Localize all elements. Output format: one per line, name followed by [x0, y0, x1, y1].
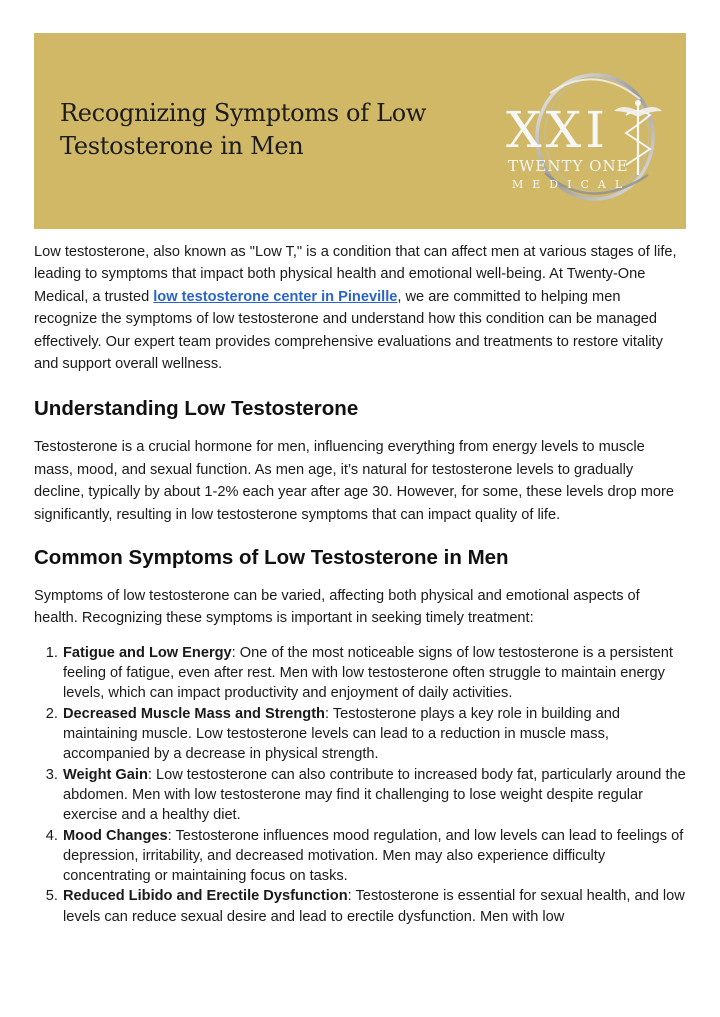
intro-paragraph	[34, 241, 686, 375]
article-body	[34, 241, 686, 927]
symptom-text: : Testosterone influences mood regulation, and low levels can lead to feelings of depression, irritability, and decreased motivation. Men may also experience difficulty concentrating or maintaining focus on tasks.	[63, 827, 684, 885]
list-item	[62, 704, 686, 765]
list-item	[62, 765, 686, 826]
list-item	[62, 886, 686, 927]
twenty-one-medical-logo	[490, 63, 670, 213]
symptom-title: Reduced Libido and Erectile Dysfunction	[63, 888, 348, 905]
symptoms-heading: Common Symptoms of Low Testosterone in Men	[34, 546, 509, 570]
symptom-title: Mood Changes	[63, 827, 168, 844]
symptom-title: Fatigue and Low Energy	[63, 644, 232, 661]
intro-text-start: Low testosterone, also known as "Low T," is a condition that can affect men at various stages of life, leading to symptoms that impact both physical health and emotional well-being. At Twenty-One Medical, a trusted	[34, 244, 677, 305]
list-item	[62, 643, 686, 704]
header-banner	[34, 33, 686, 229]
symptom-text: : Low testosterone can also contribute to increased body fat, particularly around the abdomen. Men with low testosterone may find it challenging to lose weight despite regular exercise and a healthy diet.	[63, 766, 686, 824]
svg-text:XXI: XXI	[506, 101, 609, 159]
symptoms-list	[34, 643, 686, 927]
symptom-text: : Testosterone plays a key role in building and maintaining muscle. Low testosterone levels can lead to a reduction in muscle mass, accompanied by a decrease in physical strength.	[63, 705, 620, 763]
svg-text:MEDICAL: MEDICAL	[512, 178, 632, 191]
svg-text:TWENTY ONE: TWENTY ONE	[508, 157, 629, 175]
pineville-center-link[interactable]: low testosterone center in Pineville	[153, 288, 398, 305]
symptom-text: : One of the most noticeable signs of low testosterone is a persistent feeling of fatigue, even after rest. Men with low testosterone often struggle to maintain energy levels, which can impact productivity and enjoyment of daily activities.	[63, 644, 673, 702]
list-item	[62, 826, 686, 887]
symptom-title: Weight Gain	[63, 766, 148, 783]
symptoms-intro-paragraph: Symptoms of low testosterone can be varied, affecting both physical and emotional aspects of health. Recognizing these symptoms is important in seeking timely treatment:	[34, 588, 640, 627]
intro-text-end: , we are committed to helping men recognize the symptoms of low testosterone and understand how this condition can be managed effectively. Our expert team provides comprehensive evaluations and treatments to restore vitality and support overall wellness.	[34, 288, 663, 373]
understanding-heading: Understanding Low Testosterone	[34, 397, 359, 421]
symptom-title: Decreased Muscle Mass and Strength	[63, 705, 325, 722]
page-title: Recognizing Symptoms of Low Testosterone in Men	[60, 99, 427, 160]
understanding-paragraph: Testosterone is a crucial hormone for men, influencing everything from energy levels to muscle mass, mood, and sexual function. As men age, it’s natural for testosterone levels to gradually decline, typically by about 1-2% each year after age 30. However, for some, these levels drop more significantly, resulting in low testosterone symptoms that can impact quality of life.	[34, 439, 675, 523]
symptom-text: : Testosterone is essential for sexual health, and low levels can reduce sexual desire and lead to erectile dysfunction. Men with low	[63, 888, 685, 925]
